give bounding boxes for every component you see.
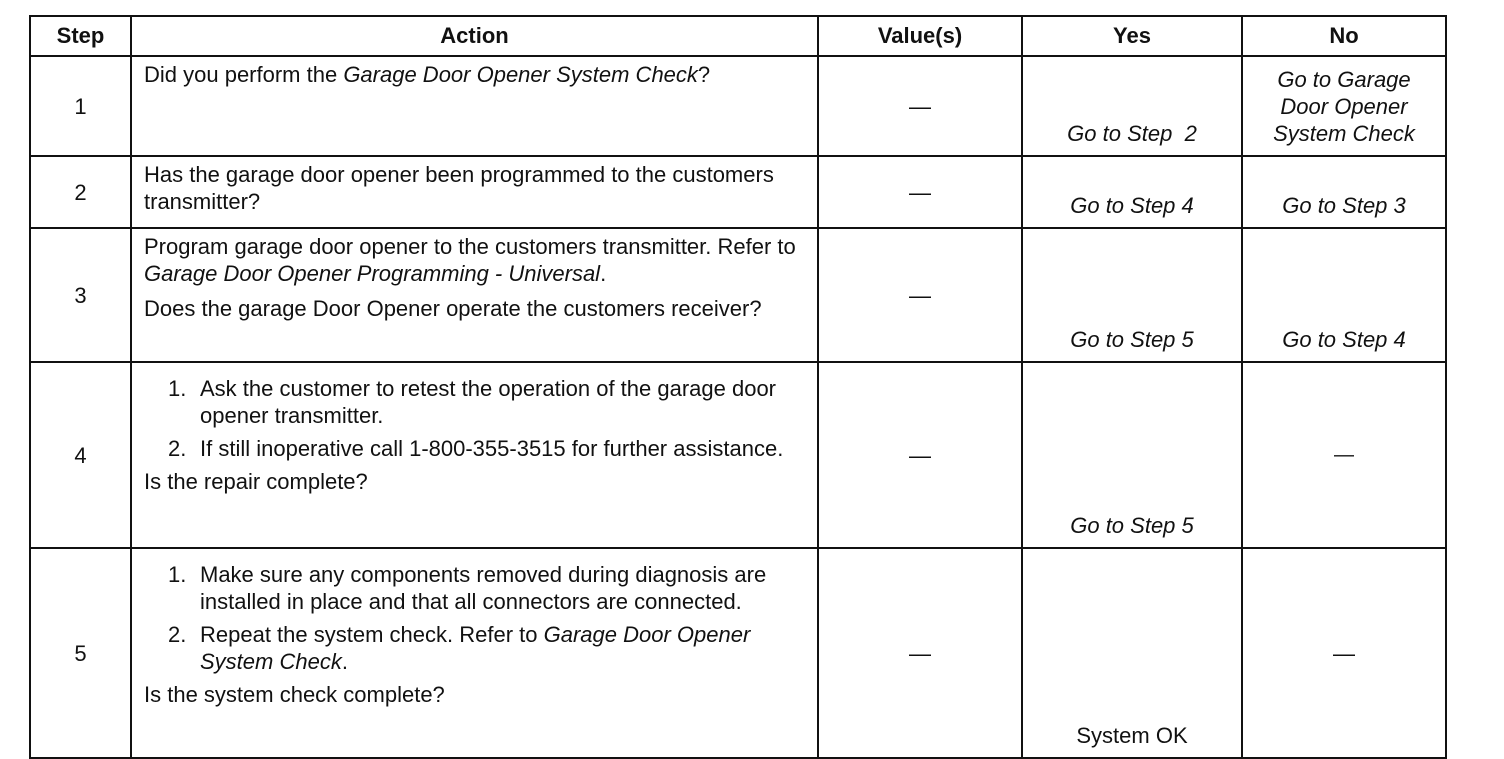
action-question: Is the repair complete?: [144, 469, 368, 494]
table-row: [30, 156, 1446, 228]
action-cell: [131, 548, 818, 758]
yes-cell: Go to Step 5: [1022, 362, 1242, 548]
yes-cell: Go to Step 4: [1022, 156, 1242, 228]
list-number: 1.: [168, 376, 187, 401]
header-no: No: [1242, 16, 1446, 56]
step-number: 1: [30, 56, 131, 156]
table-row: [30, 362, 1446, 548]
step-number: 4: [30, 362, 131, 548]
table-row: [30, 56, 1446, 156]
value-cell: —: [818, 56, 1022, 156]
action-text: .: [600, 261, 607, 286]
action-question: Is the system check complete?: [144, 682, 445, 707]
header-step: Step: [30, 16, 131, 56]
action-text: Did you perform the: [144, 62, 344, 87]
step-number: 3: [30, 228, 131, 362]
action-cell: [131, 228, 818, 362]
header-values: Value(s): [818, 16, 1022, 56]
list-item: [144, 435, 805, 462]
action-cell: [131, 156, 818, 228]
action-list: [144, 375, 805, 462]
header-yes: Yes: [1022, 16, 1242, 56]
action-reference: Garage Door Opener System Check: [343, 62, 698, 87]
value-cell: —: [818, 362, 1022, 548]
no-cell: Go to Garage Door Opener System Check: [1242, 56, 1446, 156]
list-item: [144, 375, 805, 429]
yes-cell: System OK: [1022, 548, 1242, 758]
list-text: .: [341, 649, 348, 674]
list-item: [144, 621, 805, 675]
step-number: 2: [30, 156, 131, 228]
value-cell: —: [818, 548, 1022, 758]
step-number: 5: [30, 548, 131, 758]
list-text: Ask the customer to retest the operation of the garage door opener transmitter.: [200, 376, 777, 428]
diagnostic-table: [29, 15, 1447, 759]
no-cell: Go to Step 3: [1242, 156, 1446, 228]
action-cell: [131, 56, 818, 156]
action-question: Does the garage Door Opener operate the customers receiver?: [144, 296, 762, 321]
list-text: If still inoperative call 1-800-355-3515 for further assistance.: [200, 436, 784, 461]
list-item: [144, 561, 805, 615]
table-row: [30, 548, 1446, 758]
list-text: Make sure any components removed during diagnosis are installed in place and that all connectors are connected.: [200, 562, 767, 614]
header-row: [30, 16, 1446, 56]
table-row: [30, 228, 1446, 362]
list-number: 2.: [168, 436, 187, 461]
no-cell: —: [1242, 548, 1446, 758]
list-reference: Garage Door Opener System Check: [200, 622, 751, 674]
header-action: Action: [131, 16, 818, 56]
action-text: ?: [697, 62, 711, 87]
yes-cell: Go to Step 5: [1022, 228, 1242, 362]
no-cell: —: [1242, 362, 1446, 548]
no-cell: Go to Step 4: [1242, 228, 1446, 362]
yes-cell: Go to Step 2: [1022, 56, 1242, 156]
value-cell: —: [818, 228, 1022, 362]
action-text: Has the garage door opener been programmed to the customers transmitter?: [144, 162, 774, 214]
list-text: Repeat the system check. Refer to: [200, 622, 544, 647]
action-text: Program garage door opener to the customers transmitter. Refer to: [144, 234, 796, 259]
action-reference: Garage Door Opener Programming - Universal: [144, 261, 601, 286]
action-list: [144, 561, 805, 675]
list-number: 2.: [168, 622, 187, 647]
list-number: 1.: [168, 562, 187, 587]
action-cell: [131, 362, 818, 548]
value-cell: —: [818, 156, 1022, 228]
